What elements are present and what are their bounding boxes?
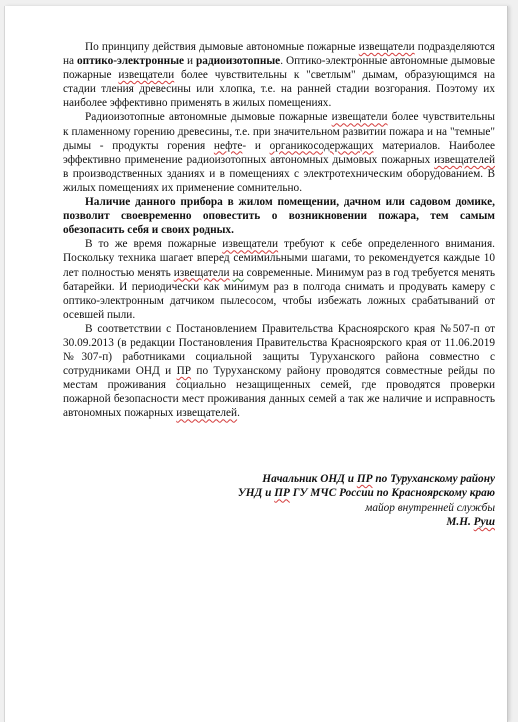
text-run: в производственных зданиях и в помещениях с электротехническим оборудованием. В жилых помещениях их применение сомнительно. — [63, 167, 495, 194]
signature-line — [63, 501, 495, 515]
signature-line — [63, 486, 495, 500]
text-run: ГУ МЧС России по Красноярскому краю — [289, 487, 495, 500]
text-run: М.Н. — [446, 516, 474, 529]
spellcheck-flagged-word: извещателей — [434, 153, 495, 166]
text-run: . Оптико-электронные автономные дымовые пожарные — [63, 55, 495, 82]
text-run: более чувствительны к "светлым" дымам, образующимся на стадии тления древесины или хлопка, т.е. на ранней стадии возгорания. Поэтому их наиболее эффективно применять в жилых помещениях. — [63, 69, 495, 110]
text-run: По принципу действия дымовые автономные пожарные — [85, 41, 359, 53]
paragraph — [63, 237, 495, 322]
text-run: и — [184, 55, 197, 68]
spellcheck-flagged-word: органикосодержащих — [269, 139, 374, 152]
spellcheck-flagged-word: извещатели — [331, 111, 388, 124]
text-run: . — [237, 407, 240, 420]
text-run: - и — [242, 139, 270, 152]
text-run: по Туруханскому району — [372, 473, 495, 485]
text-run: Радиоизотопные автономные дымовые пожарные — [85, 111, 332, 124]
paragraph — [63, 195, 495, 237]
text-run: по Туруханскому району проводятся совместные рейды по местам проживания социально незащищенных семей, где проводятся проверки пожарной безопасности мест проживания данных семей а так же наличие и исправность автономных пожарных — [63, 365, 496, 420]
text-run: подразделяются на — [63, 41, 495, 68]
signature-line — [63, 472, 495, 486]
text-run: более чувствительны к пламенному горению древесины, т.е. при значительном развитии пожара и на "темные" дымы - продукты горения — [63, 111, 495, 152]
document-page[interactable] — [4, 6, 508, 722]
spellcheck-flagged-word: извещатели — [118, 69, 175, 82]
spellcheck-flagged-word: нефте — [213, 139, 243, 152]
spellcheck-flagged-word: Руш — [473, 516, 495, 529]
paragraph — [63, 322, 495, 421]
text-run: оптико-электронные — [77, 55, 185, 68]
spellcheck-flagged-word: ПР — [176, 365, 192, 378]
spellcheck-flagged-word: извещатели — [173, 266, 230, 279]
signature-block — [63, 472, 495, 530]
signature-line — [63, 515, 495, 529]
spellcheck-flagged-word: ПР — [274, 487, 290, 500]
text-run: радиоизотопные — [196, 55, 281, 68]
text-run: Начальник ОНД и — [262, 473, 357, 485]
paragraph — [63, 110, 495, 195]
text-run: УНД и — [237, 487, 275, 500]
text-run: В то же время пожарные — [85, 238, 223, 251]
spellcheck-flagged-word: извещатели — [358, 41, 415, 53]
spellcheck-flagged-word: извещателей — [176, 407, 238, 420]
document-body — [63, 40, 495, 421]
text-run: материалов. Наиболее эффективно применение радиоизотопных автономных дымовых пожарных — [63, 139, 495, 166]
text-run: майор внутренней службы — [365, 501, 495, 514]
paragraph — [63, 40, 495, 110]
spellcheck-flagged-word: ПР — [356, 473, 373, 485]
spellcheck-flagged-word: на — [232, 266, 244, 279]
text-run: В соответствии с Постановлением Правительства Красноярского края №507-п от 30.09.2013 (в редакции Постановления Правительства Красноярского края от 11.06.2019 №307-п) работниками социальной защиты Туруханского района совместно с сотрудниками ОНД и — [63, 322, 495, 378]
text-run: требуют к себе определенного внимания. Поскольку техника шагает вперед семимильными шагами, то рекомендуется каждые 10 лет полностью менять — [63, 238, 495, 279]
text-run: Наличие данного прибора в жилом помещении, дачном или садовом домике, позволит своевременно оповестить о возникновении пожара, тем самым обезопасить себя и своих родных. — [63, 196, 495, 237]
text-run: современные. Минимум раз в год требуется менять батарейки. И периодически как минимум раз в полгода снимать и продувать камеру с оптико-электронным датчиком пылесосом, чтобы избежать ложных срабатываний от осевшей пыли. — [63, 266, 495, 321]
spellcheck-flagged-word: извещатели — [222, 238, 279, 251]
